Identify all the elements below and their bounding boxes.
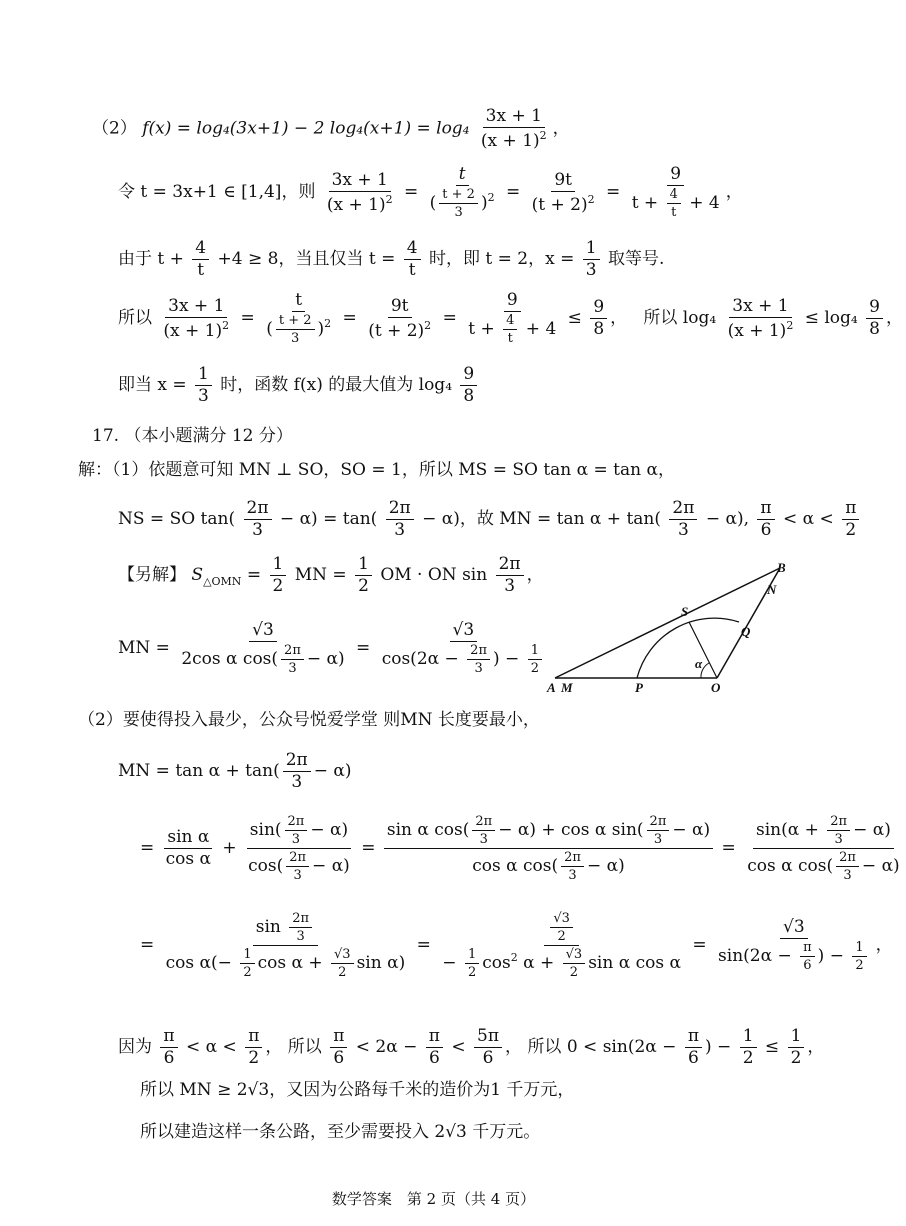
label-a: A xyxy=(547,680,556,695)
mn-expansion-2: = sin $\frac{2\pi}{3}$ cos α(− $\frac{1}{2}$ cos α + $\frac{√3}{2}$ sin α) = $\frac{√3}{2}$ − $\frac{1}{2}$ $\cos^2 \alpha$ + $\frac{√3}{2}$ sin α cos α = √3 sin(2α − $\frac{\pi}{6}$ ) − $\frac{1}{2}$ ， xyxy=(140,911,893,980)
label-p: P xyxy=(635,680,643,695)
mn-expansion-1: = $\frac{\text{sin α}}{\text{cos α}}$ + sin( $\frac{2\pi}{3}$ − α) cos( $\frac{2\pi}{3}$ − α) = sin α cos( $\frac{2\pi}{3}$ − α) + cos α sin( $\frac{2\pi}{3}$ − α) cos α cos( $\frac{2\pi}{3}$ − α) = sin(α + $\frac{2\pi}{3}$ − α) cos α cos( $\frac{2\pi}{3}$ − α) xyxy=(140,814,900,883)
range-line: 因为 $\frac{\pi}{6}$ < α < $\frac{\pi}{2}$ ， 所以 $\frac{\pi}{6}$ < 2α − $\frac{\pi}{6}$ < $\frac{5\pi}{6}$ ， 所以 0 < sin(2α − $\frac{\pi}{6}$ ) − $\frac{1}{2}$ ≤ $\frac{1}{2}$ ， xyxy=(118,1026,825,1068)
label-n: N xyxy=(767,582,777,597)
ns-line: NS = SO tan( $\frac{2\pi}{3}$ − α) = tan( $\frac{2\pi}{3}$ − α)，故 MN = tan α + tan( $\frac{2\pi}{3}$ − α), $\frac{\pi}{6}$ < α < $\frac{\pi}{2}$ xyxy=(118,500,862,539)
q17-part1: 解：（1）依题意可知 MN ⊥ SO，SO = 1，所以 MS = SO tan α = tan α， xyxy=(78,460,675,480)
substitution-line: 令 t = 3x+1 ∈ [1,4]，则 $\frac{3x + 1}{(x + 1)^2}$ = t ( $\frac{t + 2}{3}$ )$^2$ = $\frac{9t}{(t + 2)^2}$ = 9 t + $\frac{4}{t}$ + 4 ， xyxy=(118,164,743,220)
mn-alt-formula: MN = √3 2cos α cos( $\frac{2\pi}{3}$ − α) = √3 cos(2α − $\frac{2\pi}{3}$ ) − $\frac{1}{2}$ xyxy=(118,622,551,675)
geometry-diagram xyxy=(545,560,795,700)
conclusion-line: 即当 x = $\frac{1}{3}$ 时，函数 f(x) 的最大值为 log₄ $\frac{9}{8}$ xyxy=(118,366,480,405)
page-footer: 数学答案 第 2 页（共 4 页） xyxy=(331,1190,536,1208)
q17-part2: （2）要使得投入最少，公众号悦爱学堂 则MN 长度要最小， xyxy=(78,710,540,730)
mn-expression: MN = tan α + tan( $\frac{2\pi}{3}$ − α) xyxy=(118,750,352,792)
q17-title: 17. （本小题满分 12 分） xyxy=(92,426,293,446)
final-line-1: 所以 MN ≥ 2√3，又因为公路每千米的造价为1 千万元， xyxy=(140,1080,575,1100)
label-b: B xyxy=(777,560,786,575)
label-q: Q xyxy=(741,624,751,639)
alt-solution: 【另解】 $S_{\triangle OMN}$ = $\frac{1}{2}$ MN = $\frac{1}{2}$ OM · ON sin $\frac{2\pi}{3}$ ， xyxy=(118,554,544,596)
label-s: S xyxy=(681,604,689,619)
label-alpha: α xyxy=(695,656,703,671)
so-line: 所以 $\frac{3x + 1}{(x + 1)^2}$ = t ( $\frac{t + 2}{3}$ )$^2$ = $\frac{9t}{(t + 2)^2}$ = 9 t + $\frac{4}{t}$ + 4 ≤ $\frac{9}{8}$ ， 所以 log₄ $\frac{3x + 1}{(x + 1)^2}$ ≤ log₄ $\frac{9}{8}$ ， xyxy=(118,290,903,346)
f-definition: （2） f(x) = log₄(3x+1) − 2 log₄(x+1) = log₄ $\frac{3x + 1}{(x + 1)^2}$ ， xyxy=(92,106,570,151)
label-o: O xyxy=(711,680,721,695)
since-line: 由于 t + $\frac{4}{t}$ +4 ≥ 8，当且仅当 t = $\frac{4}{t}$ 时，即 t = 2，x = $\frac{1}{3}$ 取等号. xyxy=(118,238,665,280)
final-line-2: 所以建造这样一条公路，至少需要投入 2√3 千万元。 xyxy=(140,1122,541,1142)
label-m: M xyxy=(561,680,573,695)
